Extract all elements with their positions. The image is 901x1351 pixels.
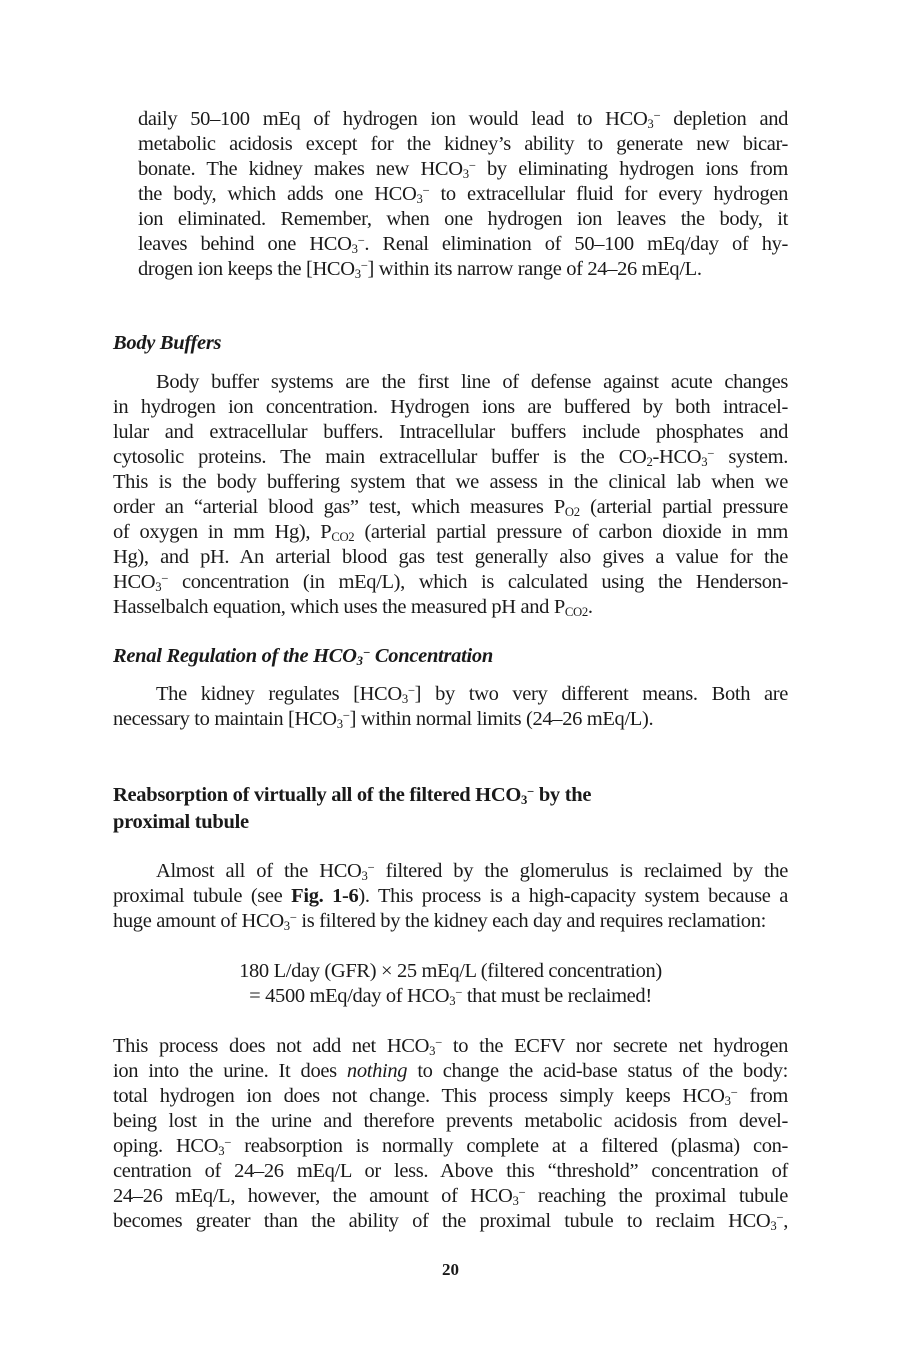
subscript: 3 xyxy=(283,919,290,934)
subscript: 3 xyxy=(354,267,361,282)
bold-reference: Fig. 1-6 xyxy=(291,885,359,907)
subscript: 3 xyxy=(770,1219,777,1234)
text-run: depletion and xyxy=(660,108,789,130)
superscript: − xyxy=(161,571,169,586)
superscript: − xyxy=(653,108,661,123)
text-run: Body buffer systems are the first line of defense against acute changes xyxy=(156,371,788,393)
text-run: system. xyxy=(714,446,788,468)
threshold-paragraph-line xyxy=(113,1084,788,1109)
text-run: that must be reclaimed! xyxy=(462,985,652,1007)
superscript: − xyxy=(527,784,534,799)
reabsorption-heading-line xyxy=(113,809,249,836)
text-run: lular and extracellular buffers. Intracellular buffers include phosphates and xyxy=(113,421,788,443)
threshold-paragraph-line xyxy=(113,1209,788,1234)
text-run: (arterial partial pressure xyxy=(579,496,788,518)
text-run: . xyxy=(587,596,593,618)
superscript: − xyxy=(730,1085,738,1100)
text-run: 24–26 mEq/L, however, the amount of HCO xyxy=(113,1185,513,1207)
subscript: 3 xyxy=(218,1144,225,1159)
text-run: Renal Regulation of the HCO xyxy=(113,645,357,667)
text-run: reabsorption is normally complete at a filtered (plasma) con- xyxy=(231,1135,788,1157)
text-run: Hg), and pH. An arterial blood gas test generally also gives a value for the xyxy=(113,546,788,568)
body-buffers-paragraph-line xyxy=(113,495,788,520)
reabsorption-heading-line xyxy=(113,782,591,809)
body-buffers-heading xyxy=(113,332,221,355)
text-run: bonate. The kidney makes new HCO xyxy=(138,158,463,180)
text-run: = 4500 mEq/day of HCO xyxy=(249,985,450,1007)
text-run: This is the body buffering system that we assess in the clinical lab when we xyxy=(113,471,788,493)
text-run: concentration (in mEq/L), which is calculated using the Henderson- xyxy=(168,571,788,593)
body-buffers-paragraph-line xyxy=(156,370,788,395)
body-buffers-paragraph-line xyxy=(113,470,788,495)
text-run: oping. HCO xyxy=(113,1135,219,1157)
text-run: reaching the proximal tubule xyxy=(525,1185,788,1207)
text-run: daily 50–100 mEq of hydrogen ion would lead to HCO xyxy=(138,108,648,130)
text-run: to extracellular fluid for every hydrogen xyxy=(429,183,788,205)
superscript: − xyxy=(407,683,415,698)
intro-continuation-line xyxy=(138,157,788,182)
superscript: − xyxy=(360,258,368,273)
text-run: (arterial partial pressure of carbon dioxide in mm xyxy=(354,521,788,543)
text-run: ion into the urine. It does xyxy=(113,1060,347,1082)
text-run: is filtered by the kidney each day and requires reclamation: xyxy=(296,910,766,932)
intro-continuation-line xyxy=(138,232,788,257)
intro-continuation-line xyxy=(138,207,788,232)
superscript: − xyxy=(435,1035,442,1050)
text-run: by the xyxy=(534,784,592,806)
subscript: 3 xyxy=(701,455,708,470)
superscript: − xyxy=(362,645,371,660)
subscript: 3 xyxy=(462,167,469,182)
superscript: − xyxy=(468,158,476,173)
text-run: in hydrogen ion concentration. Hydrogen ions are buffered by both intracel- xyxy=(113,396,788,418)
subscript: 3 xyxy=(155,580,162,595)
threshold-paragraph-line xyxy=(113,1134,788,1159)
subscript: 3 xyxy=(520,793,528,808)
renal-regulation-heading xyxy=(113,645,493,668)
text-run: Reabsorption of virtually all of the filtered HCO xyxy=(113,784,521,806)
intro-continuation-line xyxy=(138,257,788,282)
text-run: huge amount of HCO xyxy=(113,910,284,932)
superscript: − xyxy=(422,183,430,198)
text-run: the body, which adds one HCO xyxy=(138,183,417,205)
intro-continuation-line xyxy=(138,182,788,207)
text-run: from xyxy=(737,1085,788,1107)
text-run: The kidney regulates [HCO xyxy=(156,683,402,705)
text-run: Almost all of the HCO xyxy=(156,860,362,882)
text-run: cytosolic proteins. The main extracellular buffer is the CO xyxy=(113,446,647,468)
page-number: 20 xyxy=(442,1260,459,1279)
reabsorption-paragraph-line xyxy=(113,909,788,934)
reabsorption-paragraph-line xyxy=(156,859,788,884)
text-run: ] within normal limits (24–26 mEq/L). xyxy=(349,708,654,730)
subscript: 3 xyxy=(401,692,408,707)
body-buffers-paragraph-line xyxy=(113,445,788,470)
text-run: leaves behind one HCO xyxy=(138,233,352,255)
reabsorption-paragraph-line xyxy=(113,884,788,909)
text-run: by eliminating hydrogen ions from xyxy=(475,158,788,180)
threshold-paragraph-line xyxy=(113,1159,788,1184)
subscript: CO2 xyxy=(331,530,355,545)
text-run: becomes greater than the ability of the proximal tubule to reclaim HCO xyxy=(113,1210,771,1232)
superscript: − xyxy=(707,446,715,461)
intro-continuation-line xyxy=(138,107,788,132)
subscript: O2 xyxy=(564,505,580,520)
text-run: ). This process is a high-capacity system because a xyxy=(358,885,789,907)
text-run: , xyxy=(783,1210,788,1232)
threshold-paragraph-line xyxy=(113,1034,788,1059)
superscript: − xyxy=(367,860,375,875)
body-buffers-paragraph-line xyxy=(113,420,788,445)
superscript: − xyxy=(357,233,365,248)
text-run: filtered by the glomerulus is reclaimed by the xyxy=(374,860,788,882)
text-run: . Renal elimination of 50–100 mEq/day of hy- xyxy=(364,233,789,255)
threshold-paragraph-line xyxy=(113,1059,788,1084)
text-run: total hydrogen ion does not change. This process simply keeps HCO xyxy=(113,1085,725,1107)
body-buffers-paragraph-line xyxy=(113,545,788,570)
body-buffers-paragraph-line xyxy=(113,570,788,595)
superscript: − xyxy=(518,1185,526,1200)
text-run: to change the acid-base status of the body: xyxy=(407,1060,788,1082)
text-run: 180 L/day (GFR) × 25 mEq/L (filtered concentration) xyxy=(239,960,662,982)
filtered-load-equation-line xyxy=(113,984,788,1009)
subscript: CO2 xyxy=(564,605,588,620)
subscript: 3 xyxy=(724,1094,731,1109)
text-run: to the ECFV nor secrete net hydrogen xyxy=(441,1035,789,1057)
text-run: Concentration xyxy=(370,645,493,667)
text-run: -HCO xyxy=(652,446,702,468)
superscript: − xyxy=(289,910,297,925)
text-run: order an “arterial blood gas” test, which measures P xyxy=(113,496,565,518)
subscript: 3 xyxy=(336,717,343,732)
threshold-paragraph-line xyxy=(113,1109,788,1134)
body-buffers-paragraph-line xyxy=(113,520,788,545)
text-run: being lost in the urine and therefore prevents metabolic acidosis from devel- xyxy=(113,1110,788,1132)
subscript: 3 xyxy=(512,1194,519,1209)
text-run: proximal tubule xyxy=(113,811,249,833)
intro-continuation-line xyxy=(138,132,788,157)
subscript: 3 xyxy=(361,869,368,884)
superscript: − xyxy=(776,1210,784,1225)
text-run: This process does not add net HCO xyxy=(113,1035,430,1057)
emphasis: nothing xyxy=(346,1060,408,1082)
subscript: 3 xyxy=(429,1044,436,1059)
text-run: metabolic acidosis except for the kidney’s ability to generate new bicar- xyxy=(138,133,788,155)
text-run: of oxygen in mm Hg), P xyxy=(113,521,332,543)
text-run: Body Buffers xyxy=(113,332,222,354)
subscript: 3 xyxy=(647,117,654,132)
subscript: 3 xyxy=(449,994,456,1009)
renal-regulation-paragraph-line xyxy=(156,682,788,707)
renal-regulation-paragraph-line xyxy=(113,707,788,732)
text-run: proximal tubule (see xyxy=(113,885,292,907)
subscript: 3 xyxy=(416,192,423,207)
text-run: drogen ion keeps the [HCO xyxy=(138,258,355,280)
subscript: 3 xyxy=(356,654,363,669)
body-buffers-paragraph-line xyxy=(113,395,788,420)
text-run: ] within its narrow range of 24–26 mEq/L. xyxy=(367,258,702,280)
text-run: ion eliminated. Remember, when one hydrogen ion leaves the body, it xyxy=(138,208,788,230)
superscript: − xyxy=(455,985,463,1000)
filtered-load-equation-line xyxy=(113,959,788,984)
superscript: − xyxy=(342,708,350,723)
text-run: necessary to maintain [HCO xyxy=(113,708,337,730)
threshold-paragraph-line xyxy=(113,1184,788,1209)
text-run: centration of 24–26 mEq/L or less. Above this “threshold” concentration of xyxy=(113,1160,788,1182)
text-run: ] by two very different means. Both are xyxy=(414,683,788,705)
subscript: 2 xyxy=(646,455,653,470)
superscript: − xyxy=(224,1135,232,1150)
text-run: Hasselbalch equation, which uses the measured pH and P xyxy=(113,596,565,618)
subscript: 3 xyxy=(351,242,358,257)
text-run: HCO xyxy=(113,571,156,593)
body-buffers-paragraph-line xyxy=(113,595,788,620)
